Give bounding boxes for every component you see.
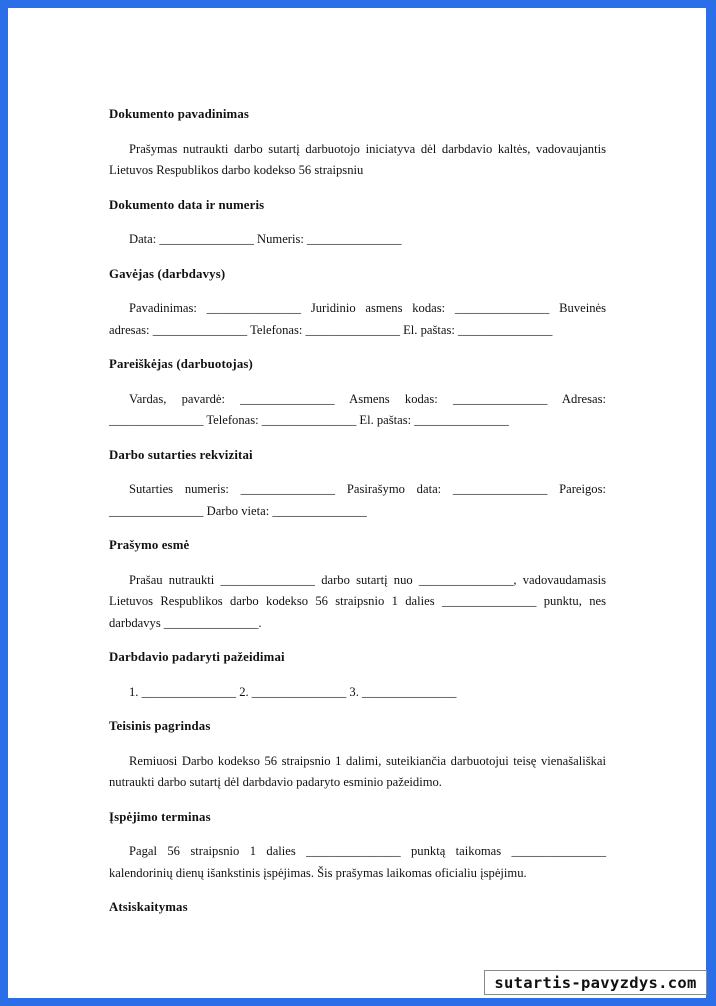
site-watermark: sutartis-pavyzdys.com (484, 970, 707, 995)
document-content (109, 104, 606, 932)
heading-applicant-employee: Pareiškėjas (darbuotojas) (109, 357, 253, 371)
paragraph-document-title: Prašymas nutraukti darbo sutartį darbuotojo iniciatyva dėl darbdavio kaltės, vadovaujantis Lietuvos Respublikos darbo kodekso 56 straipsniu (109, 141, 606, 177)
heading-contract-details: Darbo sutarties rekvizitai (109, 447, 253, 462)
heading-document-title: Dokumento pavadinimas (109, 107, 250, 121)
paragraph-applicant-employee: Vardas, pavardė: _______________ Asmens kodas: _______________ Adresas: _______________ Telefonas: _______________ El. paštas: _______________ (109, 391, 606, 427)
paragraph-document-date-number: Data: _______________ Numeris: _______________ (129, 232, 402, 246)
heading-recipient-employer: Gavėjas (darbdavys) (109, 266, 226, 281)
heading-settlement: Atsiskaitymas (109, 900, 188, 914)
heading-document-date-number: Dokumento data ir numeris (109, 197, 265, 212)
paragraph-contract-details: Sutarties numeris: _______________ Pasirašymo data: _______________ Pareigos: _______________ Darbo vieta: _______________ (109, 482, 606, 518)
paragraph-employer-violations: 1. _______________ 2. _______________ 3. _______________ (129, 684, 457, 699)
heading-notice-period: Įspėjimo terminas (109, 809, 211, 824)
document-page (8, 8, 706, 998)
paragraph-legal-basis: Remiuosi Darbo kodekso 56 straipsnio 1 dalimi, suteikiančia darbuotojui teisę vienašališkai nutraukti darbo sutartį dėl darbdavio padaryto esminio pažeidimo. (109, 753, 606, 789)
heading-request-essence: Prašymo esmė (109, 538, 190, 552)
heading-legal-basis: Teisinis pagrindas (109, 719, 211, 733)
paragraph-recipient-employer: Pavadinimas: _______________ Juridinio asmens kodas: _______________ Buveinės adresas: _______________ Telefonas: _______________ El. paštas: _______________ (109, 301, 606, 337)
paragraph-request-essence: Prašau nutraukti _______________ darbo sutartį nuo _______________, vadovaudamasis Lietuvos Respublikos darbo kodekso 56 straipsnio 1 dalies _______________ punktu, nes darbdavys _______________. (109, 572, 606, 630)
paragraph-notice-period: Pagal 56 straipsnio 1 dalies _______________ punktą taikomas _______________ kalendorinių dienų išankstinis įspėjimas. Šis prašymas laikomas oficialiu įspėjimu. (109, 844, 606, 880)
heading-employer-violations: Darbdavio padaryti pažeidimai (109, 650, 285, 664)
